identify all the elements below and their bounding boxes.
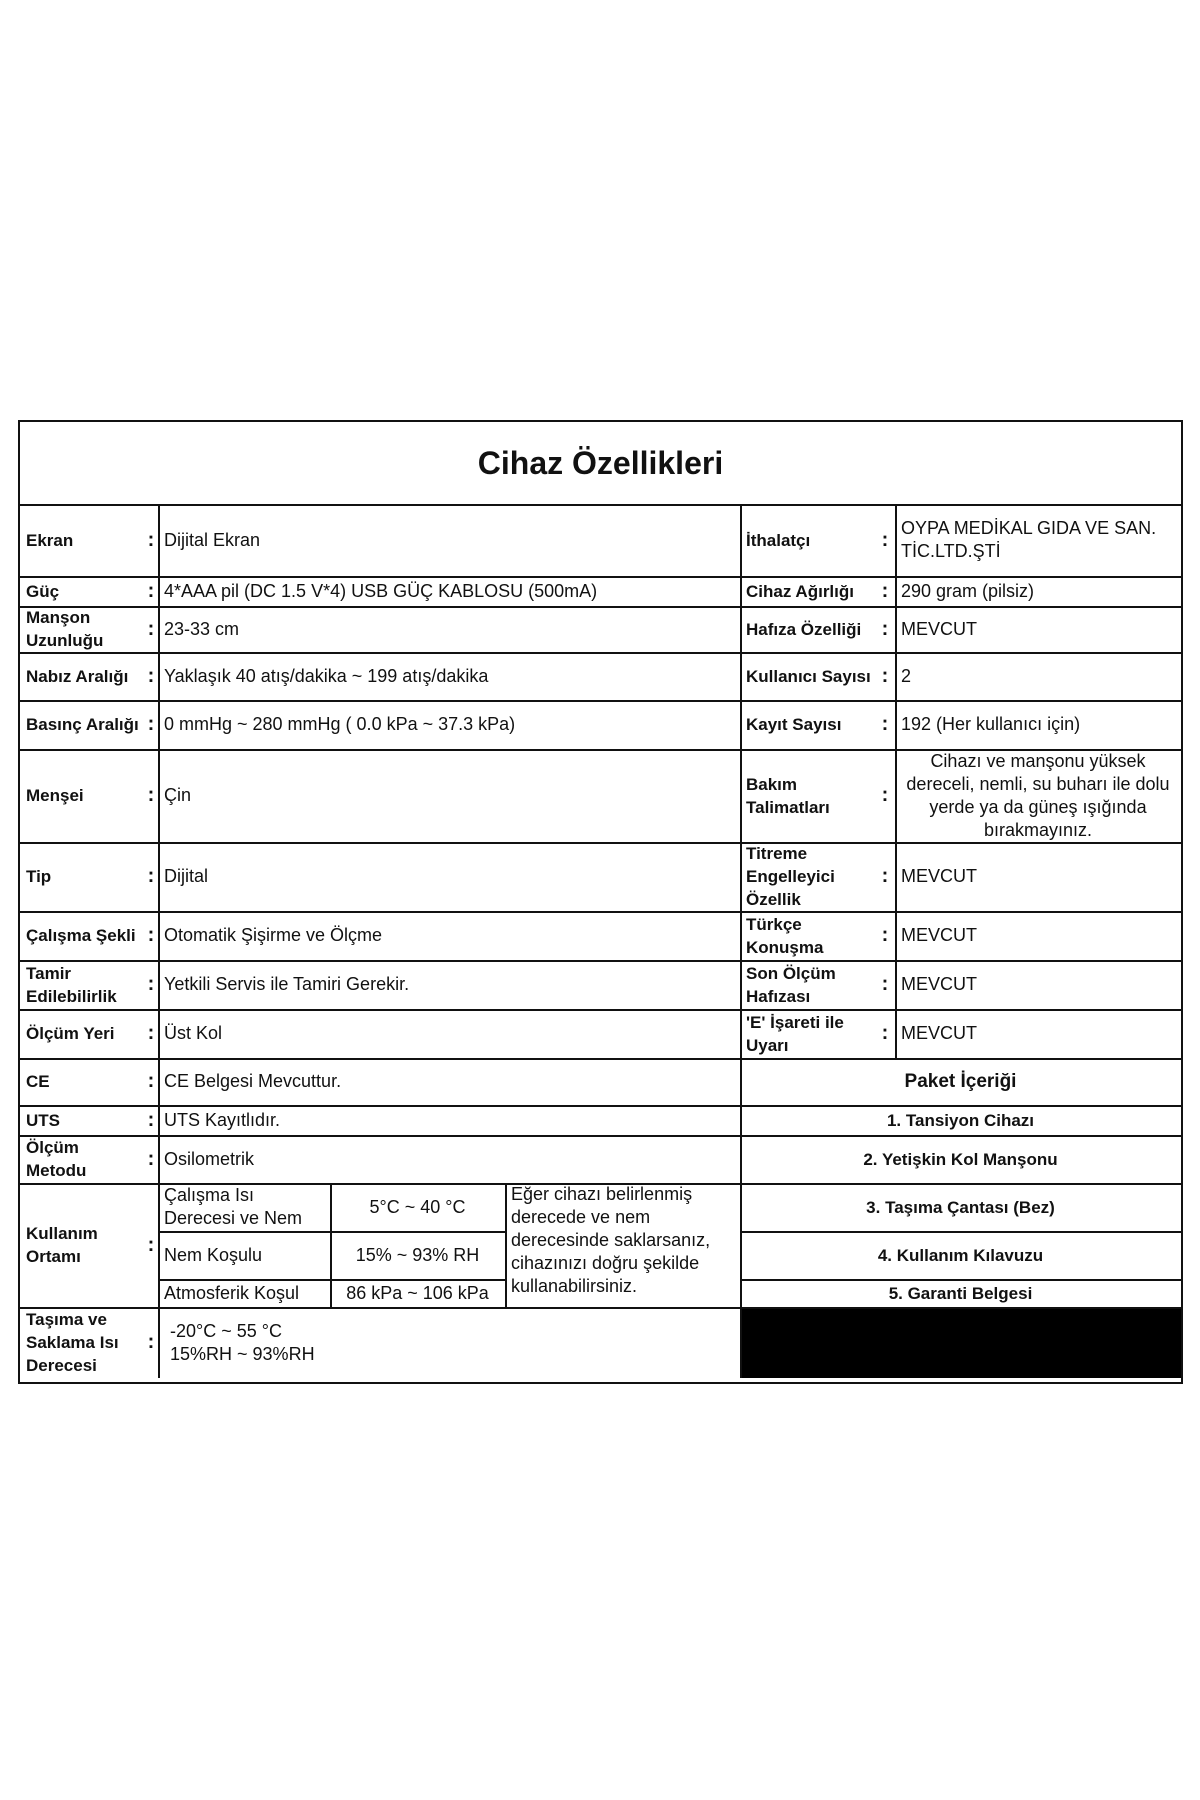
usage-condition: Nem Koşulu bbox=[164, 1244, 263, 1265]
package-title: Paket İçeriği bbox=[904, 1071, 1017, 1092]
row-divider bbox=[20, 1307, 1181, 1309]
storage-temperature: -20°C ~ 55 °C bbox=[170, 1320, 282, 1341]
column-divider bbox=[158, 504, 160, 1378]
spec-value: CE Belgesi Mevcuttur. bbox=[164, 1071, 342, 1091]
spec-value: 23-33 cm bbox=[164, 618, 240, 639]
spec-value: 192 (Her kullanıcı için) bbox=[901, 714, 1081, 734]
spec-value: MEVCUT bbox=[901, 618, 977, 639]
spec-value: 2 bbox=[901, 665, 912, 686]
spec-label: Bakım Talimatları bbox=[746, 774, 830, 817]
spec-label: Kullanıcı Sayısı bbox=[746, 666, 871, 686]
colon: : bbox=[147, 1233, 155, 1256]
spec-value: MEVCUT bbox=[901, 866, 977, 886]
spec-value: 4*AAA pil (DC 1.5 V*4) USB GÜÇ KABLOSU (500mA) bbox=[164, 580, 598, 601]
row-divider bbox=[740, 1279, 1181, 1281]
column-divider bbox=[740, 504, 742, 1378]
row-divider bbox=[20, 1105, 1181, 1107]
spec-value: Cihazı ve manşonu yüksek dereceli, nemli, su buharı ile dolu yerde ya da güneş ışığında bırakmayınız. bbox=[906, 750, 1170, 840]
redacted-block bbox=[740, 1307, 1181, 1378]
spec-label: Tamir Edilebilirlik bbox=[26, 963, 117, 1006]
spec-value: Yaklaşık 40 atış/dakika ~ 199 atış/dakika bbox=[164, 665, 489, 686]
row-divider bbox=[20, 1058, 1181, 1060]
spec-label: Manşon Uzunluğu bbox=[26, 608, 104, 650]
row-divider bbox=[20, 960, 1181, 962]
spec-value: 0 mmHg ~ 280 mmHg ( 0.0 kPa ~ 37.3 kPa) bbox=[164, 714, 516, 734]
column-divider bbox=[895, 504, 897, 1058]
row-divider bbox=[20, 911, 1181, 913]
spec-label: Güç bbox=[26, 581, 60, 601]
spec-label: İthalatçı bbox=[746, 530, 811, 550]
colon: : bbox=[881, 617, 889, 640]
spec-label: Kayıt Sayısı bbox=[746, 715, 842, 734]
spec-label: Cihaz Ağırlığı bbox=[746, 581, 854, 601]
colon: : bbox=[147, 528, 155, 551]
colon: : bbox=[147, 865, 155, 887]
spec-value: MEVCUT bbox=[901, 974, 977, 994]
spec-value: Dijital Ekran bbox=[164, 529, 261, 550]
row-divider bbox=[20, 842, 1181, 844]
colon: : bbox=[881, 865, 889, 887]
spec-label: UTS bbox=[26, 1110, 60, 1130]
row-divider bbox=[20, 700, 1181, 702]
package-item: 3. Taşıma Çantası (Bez) bbox=[866, 1197, 1055, 1217]
row-divider bbox=[20, 1183, 1181, 1185]
spec-label: Ölçüm Yeri bbox=[26, 1024, 115, 1043]
spec-label: Türkçe Konuşma bbox=[746, 914, 824, 957]
column-divider bbox=[505, 1183, 507, 1307]
spec-label: Titreme Engelleyici Özellik bbox=[746, 844, 835, 909]
colon: : bbox=[147, 1070, 155, 1092]
package-item: 5. Garanti Belgesi bbox=[888, 1283, 1033, 1303]
spec-value: Çin bbox=[164, 785, 192, 805]
usage-condition-value: 15% ~ 93% RH bbox=[355, 1244, 480, 1265]
colon: : bbox=[881, 1022, 889, 1044]
spec-value: Üst Kol bbox=[164, 1023, 223, 1043]
colon: : bbox=[147, 1147, 155, 1170]
usage-note: Eğer cihazı belirlenmiş derecede ve nem derecesinde saklarsanız, cihazınızı doğru şekilde kullanabilirsiniz. bbox=[511, 1184, 711, 1296]
usage-label: Kullanım Ortamı bbox=[26, 1224, 98, 1266]
colon: : bbox=[147, 664, 155, 687]
spec-label: Nabız Aralığı bbox=[26, 666, 129, 686]
colon: : bbox=[881, 713, 889, 735]
usage-condition: Çalışma Isı Derecesi ve Nem bbox=[164, 1185, 303, 1228]
row-divider bbox=[20, 576, 1181, 578]
spec-value: MEVCUT bbox=[901, 1023, 977, 1043]
spec-label: Tip bbox=[26, 867, 52, 886]
colon: : bbox=[881, 784, 889, 806]
colon: : bbox=[147, 1108, 155, 1131]
colon: : bbox=[147, 973, 155, 995]
spec-label: Menşei bbox=[26, 786, 84, 805]
row-divider bbox=[20, 606, 1181, 608]
spec-label: Basınç Aralığı bbox=[26, 715, 139, 734]
colon: : bbox=[881, 973, 889, 995]
usage-condition: Atmosferik Koşul bbox=[164, 1282, 300, 1303]
spec-sheet bbox=[18, 420, 1183, 1384]
colon: : bbox=[147, 924, 155, 946]
row-divider bbox=[20, 749, 1181, 751]
colon: : bbox=[147, 617, 155, 640]
colon: : bbox=[147, 784, 155, 806]
storage-label: Taşıma ve Saklama Isı Derecesi bbox=[26, 1310, 119, 1375]
row-divider bbox=[20, 652, 1181, 654]
spec-value: MEVCUT bbox=[901, 925, 977, 945]
spec-label: Ölçüm Metodu bbox=[26, 1138, 87, 1180]
spec-value: OYPA MEDİKAL GIDA VE SAN. TİC.LTD.ŞTİ bbox=[901, 518, 1157, 561]
sheet-title: Cihaz Özellikleri bbox=[20, 422, 1181, 506]
colon: : bbox=[147, 579, 155, 602]
package-item: 4. Kullanım Kılavuzu bbox=[877, 1245, 1044, 1265]
storage-value bbox=[166, 1307, 738, 1378]
spec-label: Çalışma Şekli bbox=[26, 926, 136, 945]
colon: : bbox=[147, 1022, 155, 1044]
row-divider bbox=[20, 1009, 1181, 1011]
storage-humidity: 15%RH ~ 93%RH bbox=[170, 1343, 315, 1364]
colon: : bbox=[881, 579, 889, 602]
row-divider bbox=[20, 1135, 1181, 1137]
colon: : bbox=[881, 924, 889, 946]
spec-label: Son Ölçüm Hafızası bbox=[746, 963, 836, 1006]
colon: : bbox=[881, 528, 889, 551]
usage-condition-value: 5°C ~ 40 °C bbox=[369, 1196, 466, 1217]
spec-value: UTS Kayıtlıdır. bbox=[164, 1109, 281, 1130]
spec-label: CE bbox=[26, 1072, 50, 1091]
package-item: 2. Yetişkin Kol Manşonu bbox=[863, 1149, 1058, 1169]
spec-value: Dijital bbox=[164, 866, 209, 886]
package-item: 1. Tansiyon Cihazı bbox=[886, 1110, 1035, 1130]
colon: : bbox=[881, 664, 889, 687]
spec-label: 'E' İşareti ile Uyarı bbox=[746, 1012, 844, 1055]
colon: : bbox=[147, 1331, 155, 1353]
column-divider bbox=[330, 1183, 332, 1307]
spec-value: Osilometrik bbox=[164, 1148, 255, 1169]
spec-value: Yetkili Servis ile Tamiri Gerekir. bbox=[164, 974, 410, 994]
usage-condition-value: 86 kPa ~ 106 kPa bbox=[346, 1282, 489, 1303]
colon: : bbox=[147, 713, 155, 735]
spec-value: Otomatik Şişirme ve Ölçme bbox=[164, 925, 383, 945]
spec-label: Hafıza Özelliği bbox=[746, 619, 862, 639]
spec-label: Ekran bbox=[26, 530, 74, 550]
spec-value: 290 gram (pilsiz) bbox=[901, 580, 1035, 601]
row-divider bbox=[740, 1231, 1181, 1233]
